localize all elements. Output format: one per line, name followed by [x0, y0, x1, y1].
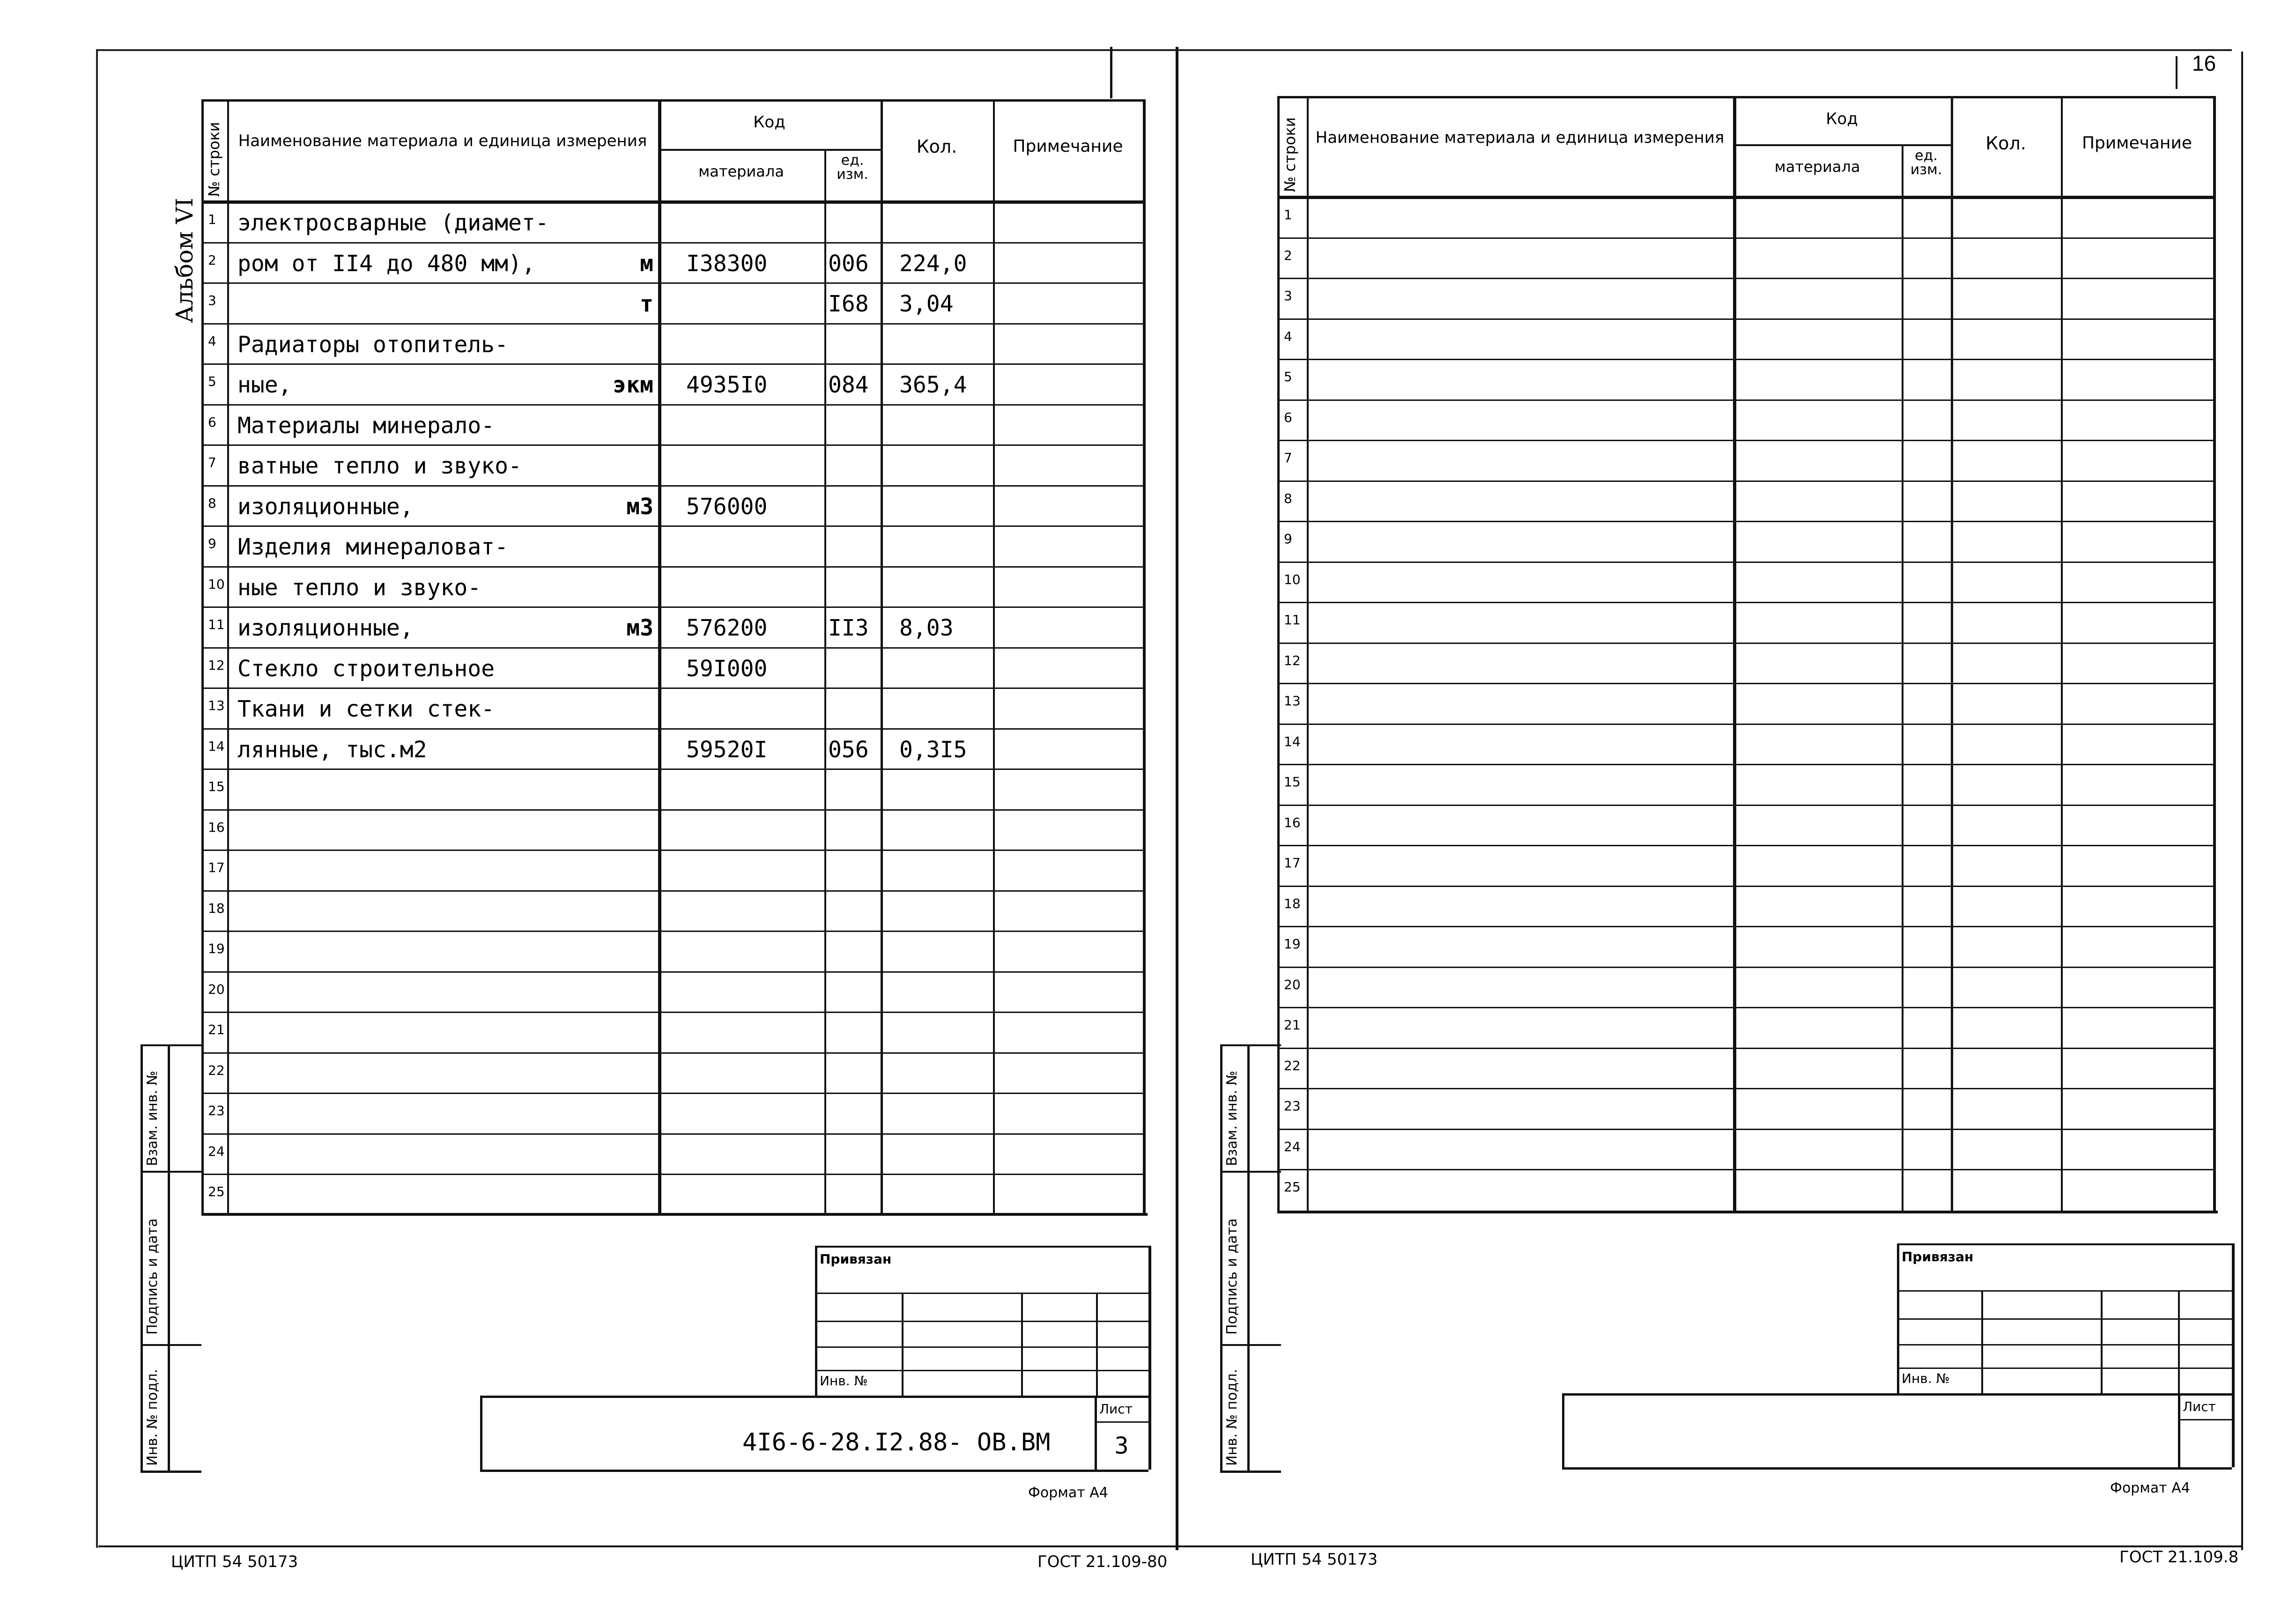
stamp-sep-line — [141, 1344, 201, 1346]
row-number: 18 — [1284, 895, 1301, 911]
code-subheader-line — [658, 149, 881, 151]
row-separator — [201, 687, 1143, 689]
row-separator — [1277, 399, 2213, 401]
header-note: Примечание — [1013, 137, 1123, 156]
row-material-code: 576000 — [686, 493, 768, 520]
list-box-line — [2178, 1419, 2232, 1420]
row-separator — [201, 242, 1143, 244]
title-frame-bottom — [1562, 1467, 2232, 1470]
row-number: 2 — [208, 252, 216, 268]
row-material-code: 4935I0 — [686, 372, 768, 398]
row-number: 2 — [1284, 247, 1292, 263]
inv-no-label: Инв. № — [1902, 1371, 1950, 1386]
row-number: 10 — [1284, 571, 1301, 587]
row-material-code: 59520I — [686, 736, 768, 763]
row-material-name: Ткани и сетки стек- — [237, 696, 495, 722]
document-code: 4I6-6-28.I2.88- OB.BM — [742, 1428, 1051, 1456]
sheet-number: 3 — [1114, 1432, 1129, 1459]
row-number: 21 — [1284, 1017, 1301, 1033]
row-number: 14 — [1284, 733, 1301, 749]
row-number: 23 — [208, 1103, 225, 1118]
privyazan-top — [815, 1246, 1148, 1248]
row-number: 13 — [1284, 693, 1301, 709]
row-separator — [1277, 724, 2213, 725]
row-separator — [1277, 562, 2213, 563]
row-number: 14 — [208, 738, 225, 754]
row-separator — [1277, 643, 2213, 644]
row-number: 24 — [208, 1143, 225, 1159]
header-name: Наименование материала и единица измерения — [238, 132, 647, 150]
row-separator — [201, 1012, 1143, 1013]
stamp-mid-line — [1247, 1044, 1250, 1471]
row-material-name: изоляционные, — [237, 493, 414, 520]
stamp-sep-line — [1220, 1171, 1281, 1173]
header-material: материала — [1774, 158, 1860, 176]
row-separator — [1277, 1007, 2213, 1008]
side-stamp-label: Инв. № подл. — [144, 1369, 161, 1466]
row-number: 24 — [1284, 1138, 1301, 1154]
row-number: 1 — [1284, 207, 1292, 222]
side-stamp-label: Подпись и дата — [1224, 1218, 1240, 1335]
row-separator — [201, 404, 1143, 406]
row-number: 7 — [208, 455, 216, 470]
row-number: 25 — [208, 1184, 225, 1199]
row-material-code: 576200 — [686, 615, 768, 641]
row-number: 16 — [208, 819, 225, 835]
row-separator — [1277, 805, 2213, 806]
row-separator — [1277, 683, 2213, 684]
list-label: Лист — [2183, 1399, 2216, 1414]
header-row-no: № строки — [1281, 117, 1299, 192]
row-unit-code: II3 — [828, 615, 869, 641]
row-separator — [201, 1174, 1143, 1175]
row-unit-code: 084 — [828, 372, 869, 398]
row-material-name: электросварные (диамет- — [237, 210, 549, 236]
header-bottom-border — [1277, 196, 2213, 199]
footer-left-gost: ГОСТ 21.109-80 — [1037, 1552, 1168, 1571]
stamp-top-line — [141, 1044, 201, 1046]
row-material-code: 59I000 — [686, 655, 768, 682]
page-number: 16 — [2192, 51, 2216, 75]
row-material-name: лянные, тыс.м2 — [237, 736, 427, 763]
format-label-left: Формат А4 — [1028, 1485, 1108, 1501]
title-frame-left — [480, 1396, 482, 1470]
row-number: 9 — [1284, 531, 1292, 547]
stamp-left-line — [141, 1044, 143, 1471]
side-stamp-label: Взам. инв. № — [144, 1071, 161, 1166]
row-unit-code: 006 — [828, 250, 869, 277]
col-line-qty — [881, 99, 883, 1213]
row-number: 5 — [208, 374, 216, 389]
row-number: 20 — [1284, 976, 1301, 992]
stamp-mid-line — [168, 1044, 170, 1471]
header-qty: Кол. — [916, 136, 957, 157]
page-divider — [1176, 47, 1178, 1550]
row-number: 12 — [1284, 652, 1301, 668]
inv-no-label: Инв. № — [820, 1373, 868, 1389]
title-frame-top — [480, 1396, 1148, 1398]
row-separator — [1277, 764, 2213, 765]
col-line-name — [1307, 96, 1309, 1211]
header-qty: Кол. — [1985, 133, 2026, 154]
table-top-border — [1277, 96, 2213, 98]
privyazan-col — [1096, 1293, 1098, 1396]
row-material-name: ром от II4 до 480 мм), — [237, 250, 535, 277]
privyazan-line — [815, 1370, 1148, 1371]
row-number: 20 — [208, 981, 225, 997]
row-separator — [1277, 1129, 2213, 1130]
privyazan-line — [1897, 1344, 2232, 1345]
row-number: 11 — [1284, 612, 1301, 628]
col-line-end — [2213, 96, 2216, 1211]
row-quantity: 3,04 — [899, 291, 954, 317]
page-right-edge — [2241, 52, 2243, 1550]
stamp-top-line — [1220, 1044, 1281, 1046]
row-material-code: I38300 — [686, 250, 768, 277]
header-unit: ед. изм. — [1910, 148, 1942, 178]
row-number: 4 — [1284, 328, 1292, 344]
format-label-right: Формат А4 — [2110, 1480, 2190, 1496]
stamp-bottom-line — [141, 1471, 201, 1473]
privyazan-label: Привязан — [1902, 1249, 1974, 1264]
table-bottom-border — [1277, 1211, 2218, 1213]
col-line-end — [1143, 99, 1146, 1213]
row-separator — [201, 282, 1143, 284]
row-separator — [1277, 1048, 2213, 1049]
header-note: Примечание — [2081, 133, 2192, 153]
header-code: Код — [1826, 110, 1858, 128]
row-separator — [1277, 886, 2213, 887]
row-material-name: Изделия минераловат- — [237, 534, 508, 560]
title-frame-top — [1562, 1393, 2232, 1396]
side-stamp-label: Взам. инв. № — [1224, 1071, 1240, 1166]
table-bottom-border — [201, 1213, 1148, 1216]
code-subheader-line — [1733, 144, 1951, 146]
header-material: материала — [698, 163, 784, 180]
col-line-num — [1277, 96, 1280, 1211]
col-line-note — [993, 99, 995, 1213]
row-number: 19 — [1284, 936, 1301, 952]
privyazan-top — [1897, 1243, 2232, 1245]
title-frame-bottom — [480, 1470, 1148, 1472]
list-label: Лист — [1099, 1401, 1133, 1417]
row-number: 8 — [208, 495, 216, 511]
row-separator — [201, 606, 1143, 608]
row-separator — [201, 444, 1143, 446]
col-line-material — [658, 99, 661, 1213]
row-material-name: Материалы минерало- — [237, 412, 495, 439]
row-material-name: изоляционные, — [237, 615, 414, 641]
row-separator — [201, 647, 1143, 649]
row-material-name: ватные тепло и звуко- — [237, 453, 522, 479]
row-separator — [201, 809, 1143, 811]
privyazan-col — [2101, 1290, 2103, 1393]
row-number: 15 — [1284, 774, 1301, 790]
col-line-name — [227, 99, 229, 1213]
row-number: 10 — [208, 576, 225, 592]
row-separator — [201, 525, 1143, 527]
row-quantity: 365,4 — [899, 372, 967, 398]
row-separator — [1277, 237, 2213, 239]
title-frame-right — [2232, 1243, 2235, 1467]
footer-right-org: ЦИТП 54 50173 — [1251, 1550, 1378, 1569]
row-separator — [1277, 318, 2213, 320]
row-number: 17 — [208, 860, 225, 875]
row-number: 22 — [1284, 1057, 1301, 1073]
row-separator — [201, 850, 1143, 851]
row-number: 5 — [1284, 369, 1292, 384]
row-number: 11 — [208, 617, 225, 632]
row-separator — [1277, 1088, 2213, 1089]
col-line-unit — [1902, 144, 1903, 1211]
row-separator — [201, 1093, 1143, 1094]
row-unit-name: м3 — [626, 493, 653, 520]
row-number: 4 — [208, 333, 216, 349]
row-material-name: Стекло строительное — [237, 655, 495, 682]
row-separator — [201, 485, 1143, 487]
row-separator — [201, 1052, 1143, 1054]
row-material-name: ные, — [237, 372, 292, 398]
row-number: 19 — [208, 941, 225, 956]
row-separator — [1277, 926, 2213, 927]
row-number: 8 — [1284, 490, 1292, 506]
privyazan-line — [1897, 1318, 2232, 1320]
row-separator — [201, 1133, 1143, 1135]
row-separator — [201, 566, 1143, 568]
privyazan-col — [1021, 1293, 1023, 1396]
privyazan-label: Привязан — [820, 1251, 892, 1267]
privyazan-line — [1897, 1367, 2232, 1369]
row-separator — [201, 363, 1143, 365]
row-separator — [201, 769, 1143, 770]
row-number: 6 — [208, 414, 216, 430]
header-name: Наименование материала и единица измерения — [1315, 128, 1725, 147]
row-quantity: 224,0 — [899, 250, 967, 277]
title-frame-left — [1562, 1393, 1564, 1467]
row-separator — [1277, 440, 2213, 441]
stamp-sep-line — [141, 1171, 201, 1173]
row-number: 12 — [208, 657, 225, 673]
row-number: 25 — [1284, 1179, 1301, 1195]
stamp-bottom-line — [1220, 1471, 1281, 1473]
row-separator — [1277, 967, 2213, 968]
row-separator — [201, 931, 1143, 932]
privyazan-col — [2178, 1290, 2180, 1393]
row-number: 18 — [208, 900, 225, 916]
row-unit-name: т — [640, 291, 653, 317]
row-number: 22 — [208, 1062, 225, 1078]
side-stamp-label: Подпись и дата — [144, 1218, 161, 1335]
header-code: Код — [753, 113, 785, 132]
privyazan-line — [815, 1321, 1148, 1322]
privyazan-line — [815, 1293, 1148, 1294]
row-unit-name: м — [640, 250, 653, 277]
row-number: 9 — [208, 536, 216, 551]
row-separator — [1277, 1169, 2213, 1170]
row-number: 15 — [208, 779, 225, 794]
album-label: Альбом VI — [171, 198, 198, 323]
list-box-left — [2178, 1393, 2180, 1467]
side-stamp-label: Инв. № подл. — [1224, 1369, 1240, 1466]
row-number: 3 — [208, 293, 216, 308]
row-material-name: ные тепло и звуко- — [237, 574, 481, 601]
col-line-qty — [1951, 96, 1953, 1211]
row-number: 23 — [1284, 1098, 1301, 1114]
row-separator — [201, 890, 1143, 892]
table-top-border — [201, 99, 1143, 102]
privyazan-line — [815, 1346, 1148, 1348]
row-number: 21 — [208, 1022, 225, 1037]
row-unit-code: 056 — [828, 736, 869, 763]
row-number: 16 — [1284, 814, 1301, 830]
footer-left-org: ЦИТП 54 50173 — [171, 1552, 298, 1571]
row-separator — [201, 728, 1143, 730]
stamp-left-line — [1220, 1044, 1222, 1471]
row-separator — [1277, 521, 2213, 522]
row-number: 17 — [1284, 855, 1301, 871]
row-number: 3 — [1284, 288, 1292, 303]
header-bottom-border — [201, 200, 1143, 204]
row-separator — [1277, 480, 2213, 482]
row-unit-code: I68 — [828, 291, 869, 317]
row-number: 1 — [208, 212, 216, 227]
col-line-material — [1733, 96, 1736, 1211]
row-number: 6 — [1284, 409, 1292, 425]
list-box-line — [1095, 1421, 1148, 1423]
col-line-num — [201, 99, 204, 1213]
row-separator — [1277, 602, 2213, 603]
row-unit-name: экм — [613, 372, 653, 398]
footer-right-gost: ГОСТ 21.109.8 — [2119, 1548, 2239, 1567]
row-quantity: 0,3I5 — [899, 736, 967, 763]
row-material-name: Радиаторы отопитель- — [237, 331, 508, 358]
row-number: 7 — [1284, 450, 1292, 466]
row-separator — [1277, 359, 2213, 360]
stamp-sep-line — [1220, 1344, 1281, 1346]
col-line-note — [2061, 96, 2063, 1211]
row-separator — [201, 971, 1143, 973]
header-unit: ед. изм. — [837, 152, 868, 183]
header-row-no: № строки — [205, 122, 223, 197]
row-number: 13 — [208, 698, 225, 713]
row-separator — [1277, 845, 2213, 846]
row-separator — [201, 323, 1143, 325]
row-separator — [1277, 278, 2213, 279]
row-quantity: 8,03 — [899, 615, 954, 641]
row-unit-name: м3 — [626, 615, 653, 641]
privyazan-line — [1897, 1290, 2232, 1292]
